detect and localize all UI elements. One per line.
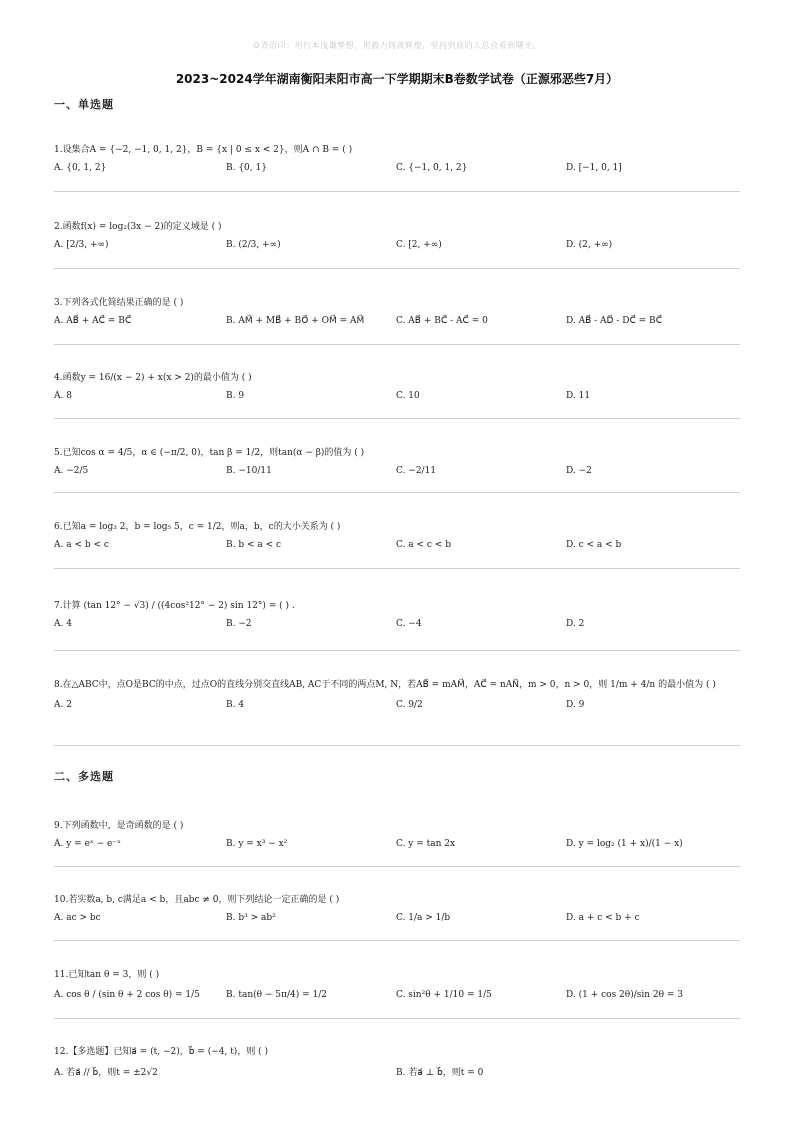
question-1 bbox=[54, 144, 740, 183]
question-stem: 3.下列各式化简结果正确的是 ( ) bbox=[54, 298, 184, 308]
options-row bbox=[54, 240, 740, 260]
question-stem: 9.下列函数中，是奇函数的是 ( ) bbox=[54, 821, 184, 831]
option-a[interactable]: A. 8 bbox=[54, 391, 72, 401]
option-d[interactable]: D. −2 bbox=[566, 466, 592, 476]
options-row bbox=[54, 1065, 740, 1085]
section-heading-multiple-choice: 二、多选题 bbox=[54, 770, 114, 783]
option-b[interactable]: B. 4 bbox=[226, 700, 245, 710]
option-b[interactable]: B. b < a < c bbox=[226, 540, 282, 550]
option-a[interactable]: A. a < b < c bbox=[54, 540, 109, 550]
question-stem: 8.在△ABC中，点O是BC的中点，过点O的直线分别交直线AB, AC于不同的两点M, N，若AB⃗ = mAM⃗，AC⃗ = nAN⃗，m > 0，n > 0，则 1/m + 4/n 的最小值为 ( ) bbox=[54, 680, 716, 690]
option-b[interactable]: B. b³ > ab² bbox=[226, 913, 276, 923]
option-b[interactable]: B. 9 bbox=[226, 391, 245, 401]
option-d[interactable]: D. (1 + cos 2θ)/sin 2θ = 3 bbox=[566, 990, 684, 1000]
divider bbox=[54, 344, 740, 345]
option-c[interactable]: C. 9/2 bbox=[396, 700, 423, 710]
options-row bbox=[54, 540, 740, 560]
option-b[interactable]: B. (2/3, +∞) bbox=[226, 240, 281, 250]
question-stem: 6.已知a = log₃ 2，b = log₅ 5，c = 1/2，则a，b，c的大小关系为 ( ) bbox=[54, 522, 341, 532]
option-a[interactable]: A. {0, 1, 2} bbox=[54, 163, 107, 173]
question-stem: 10.若实数a, b, c满足a < b，且abc ≠ 0，则下列结论一定正确的是 ( ) bbox=[54, 895, 340, 905]
option-d[interactable]: D. AB⃗ - AD⃗ - DC⃗ = BC⃗ bbox=[566, 316, 663, 326]
divider bbox=[54, 866, 740, 867]
option-a[interactable]: A. [2/3, +∞) bbox=[54, 240, 109, 250]
section-heading-single-choice: 一、单选题 bbox=[54, 98, 114, 111]
question-stem: 1.设集合A = {−2, −1, 0, 1, 2}，B = {x | 0 ≤ x < 2}，则A ∩ B = ( ) bbox=[54, 145, 353, 155]
option-d[interactable]: D. 2 bbox=[566, 619, 585, 629]
option-a[interactable]: A. cos θ / (sin θ + 2 cos θ) = 1/5 bbox=[54, 990, 200, 1000]
option-a[interactable]: A. −2/5 bbox=[54, 466, 89, 476]
options-row bbox=[54, 619, 740, 639]
option-a[interactable]: A. 4 bbox=[54, 619, 72, 629]
question-stem: 2.函数f(x) = log₂(3x − 2)的定义域是 ( ) bbox=[54, 222, 222, 232]
question-6 bbox=[54, 521, 740, 560]
option-d[interactable]: D. 11 bbox=[566, 391, 591, 401]
question-11 bbox=[54, 969, 740, 1010]
option-d[interactable]: D. 9 bbox=[566, 700, 585, 710]
question-7 bbox=[54, 600, 740, 639]
option-d[interactable]: D. a + c < b + c bbox=[566, 913, 640, 923]
option-d[interactable]: D. y = log₂ (1 + x)/(1 − x) bbox=[566, 839, 683, 849]
option-a[interactable]: A. 若a⃗ // b⃗，则t = ±2√2 bbox=[54, 1068, 158, 1078]
option-a[interactable]: A. y = eˣ − e⁻ˣ bbox=[54, 839, 121, 849]
option-c[interactable]: C. {−1, 0, 1, 2} bbox=[396, 163, 468, 173]
divider bbox=[54, 650, 740, 651]
options-row bbox=[54, 163, 740, 183]
watermark: ☺青语印：用行本浅谦梦想，用毅力铸就辉煌，坚持到底的人总会看到曙光。 bbox=[252, 41, 542, 50]
option-c[interactable]: C. −2/11 bbox=[396, 466, 437, 476]
question-stem: 5.已知cos α = 4/5，α ∈ (−π/2, 0)，tan β = 1/2，则tan(α − β)的值为 ( ) bbox=[54, 448, 365, 458]
option-c[interactable]: C. sin²θ + 1/10 = 1/5 bbox=[396, 990, 492, 1000]
option-c[interactable]: C. AB⃗ + BC⃗ - AC⃗ = 0 bbox=[396, 316, 488, 326]
divider bbox=[54, 568, 740, 569]
option-d[interactable]: D. [−1, 0, 1] bbox=[566, 163, 622, 173]
option-b[interactable]: B. tan(θ − 5π/4) = 1/2 bbox=[226, 990, 327, 1000]
option-a[interactable]: A. 2 bbox=[54, 700, 72, 710]
options-row bbox=[54, 913, 740, 933]
option-a[interactable]: A. ac > bc bbox=[54, 913, 101, 923]
divider bbox=[54, 492, 740, 493]
question-2 bbox=[54, 221, 740, 260]
options-row bbox=[54, 391, 740, 411]
question-stem: 7.计算 (tan 12° − √3) / ((4cos²12° − 2) sin 12°) = ( ) . bbox=[54, 601, 295, 611]
option-c[interactable]: C. a < c < b bbox=[396, 540, 451, 550]
question-stem: 11.已知tan θ = 3，则 ( ) bbox=[54, 970, 160, 980]
options-row bbox=[54, 466, 740, 486]
option-c[interactable]: C. [2, +∞) bbox=[396, 240, 442, 250]
page-title: 2023~2024学年湖南衡阳耒阳市高一下学期期末B卷数学试卷（正源邪恶些7月） bbox=[175, 72, 619, 86]
option-b[interactable]: B. −10/11 bbox=[226, 466, 272, 476]
option-b[interactable]: B. {0, 1} bbox=[226, 163, 267, 173]
options-row bbox=[54, 990, 740, 1010]
option-d[interactable]: D. c < a < b bbox=[566, 540, 622, 550]
divider bbox=[54, 1018, 740, 1019]
options-row bbox=[54, 700, 740, 720]
question-12 bbox=[54, 1046, 740, 1085]
question-9 bbox=[54, 820, 740, 859]
option-b[interactable]: B. 若a⃗ ⊥ b⃗，则t = 0 bbox=[396, 1068, 484, 1078]
question-4 bbox=[54, 372, 740, 411]
option-b[interactable]: B. y = x³ − x² bbox=[226, 839, 288, 849]
question-stem: 4.函数y = 16/(x − 2) + x(x > 2)的最小值为 ( ) bbox=[54, 373, 252, 383]
option-c[interactable]: C. 10 bbox=[396, 391, 420, 401]
divider bbox=[54, 191, 740, 192]
option-d[interactable]: D. (2, +∞) bbox=[566, 240, 613, 250]
question-10 bbox=[54, 894, 740, 933]
divider bbox=[54, 745, 740, 746]
option-a[interactable]: A. AB⃗ + AC⃗ = BC⃗ bbox=[54, 316, 132, 326]
question-5 bbox=[54, 447, 740, 486]
option-c[interactable]: C. −4 bbox=[396, 619, 422, 629]
divider bbox=[54, 940, 740, 941]
question-3 bbox=[54, 297, 740, 336]
option-c[interactable]: C. y = tan 2x bbox=[396, 839, 456, 849]
question-8 bbox=[54, 679, 740, 720]
question-stem: 12.【多选题】已知a⃗ = (t, −2)，b⃗ = (−4, t)，则 ( ) bbox=[54, 1047, 269, 1057]
option-b[interactable]: B. −2 bbox=[226, 619, 252, 629]
divider bbox=[54, 268, 740, 269]
options-row bbox=[54, 316, 740, 336]
divider bbox=[54, 418, 740, 419]
option-b[interactable]: B. AM⃗ + MB⃗ + BO⃗ + OM⃗ = AM⃗ bbox=[226, 316, 365, 326]
option-c[interactable]: C. 1/a > 1/b bbox=[396, 913, 451, 923]
options-row bbox=[54, 839, 740, 859]
